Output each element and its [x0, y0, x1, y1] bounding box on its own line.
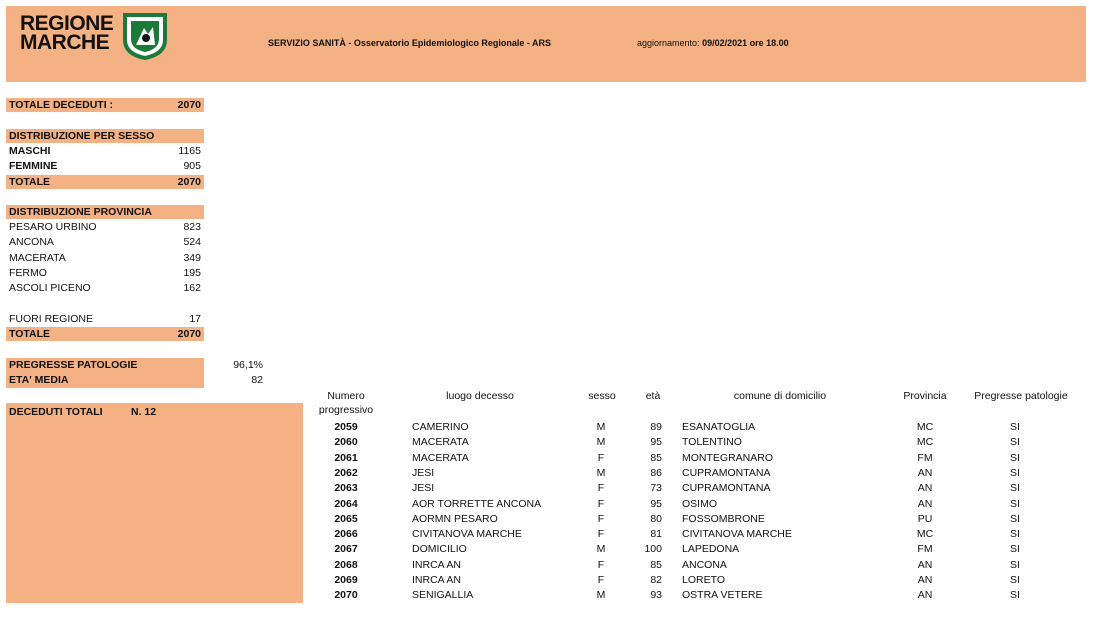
cell-eta: 85	[650, 558, 662, 571]
cell-sesso: F	[597, 482, 605, 495]
cell-comune: OSIMO	[682, 497, 718, 510]
cell-num: 2060	[334, 436, 358, 449]
total-deaths-row	[6, 98, 204, 112]
cell-luogo: INRCA AN	[412, 558, 462, 571]
cell-eta: 89	[650, 421, 662, 433]
logo-text-line1: REGIONE	[20, 12, 114, 35]
cell-prov: FM	[917, 451, 933, 464]
cell-sesso: F	[597, 451, 605, 464]
pathologies-age-box	[6, 358, 204, 388]
cell-num: 2070	[334, 589, 358, 602]
cell-patol: SI	[1010, 436, 1020, 449]
service-title: SERVIZIO SANITÀ - Osservatorio Epidemiologico Regionale - ARS	[268, 38, 552, 48]
cell-eta: 80	[650, 512, 662, 525]
cell-num: 2067	[334, 543, 358, 556]
province-row: FERMO 195	[9, 267, 201, 279]
cell-eta: 73	[650, 482, 662, 495]
cell-eta: 100	[644, 543, 662, 556]
cell-eta: 95	[650, 497, 662, 510]
cell-prov: AN	[917, 497, 933, 510]
province-row: PESARO URBINO 823	[9, 221, 201, 233]
cell-patol: SI	[1010, 512, 1020, 525]
cell-patol: SI	[1010, 421, 1020, 433]
cell-patol: SI	[1010, 466, 1020, 479]
cell-comune: LORETO	[682, 574, 725, 586]
cell-comune: MONTEGRANARO	[682, 451, 774, 464]
cell-sesso: F	[597, 528, 605, 541]
cell-patol: SI	[1010, 558, 1020, 571]
header-provincia: Provincia	[903, 390, 947, 402]
cell-luogo: DOMICILIO	[412, 543, 467, 556]
cell-patol: SI	[1010, 497, 1020, 510]
cell-num: 2063	[334, 482, 358, 495]
header-eta: età	[645, 390, 661, 402]
cell-num: 2065	[334, 512, 358, 525]
cell-eta: 85	[650, 451, 662, 464]
cell-sesso: M	[596, 436, 606, 449]
cell-luogo: MACERATA	[412, 436, 469, 449]
province-total-row: TOTALE 2070	[6, 327, 204, 341]
cell-prov: PU	[917, 512, 933, 525]
sex-male-row: MASCHI 1165	[9, 145, 201, 157]
header-patologie: Pregresse patologie	[974, 390, 1068, 402]
cell-comune: ESANATOGLIA	[682, 421, 756, 433]
header-sesso: sesso	[588, 390, 616, 402]
logo-text-line2: MARCHE	[20, 31, 110, 54]
cell-comune: LAPEDONA	[682, 543, 740, 556]
cell-luogo: JESI	[412, 482, 435, 495]
cell-luogo: CAMERINO	[412, 421, 469, 433]
sex-total-row: TOTALE 2070	[6, 175, 204, 189]
cell-luogo: JESI	[412, 466, 435, 479]
cell-prov: AN	[917, 482, 933, 495]
deaths-total-box	[6, 403, 303, 603]
update-value: 09/02/2021 ore 18.00	[702, 38, 789, 48]
update-info	[637, 38, 789, 48]
cell-eta: 81	[650, 528, 662, 541]
cell-eta: 93	[650, 589, 662, 602]
cell-luogo: MACERATA	[412, 451, 469, 464]
cell-eta: 82	[650, 574, 662, 586]
cell-patol: SI	[1010, 589, 1020, 602]
cell-patol: SI	[1010, 451, 1020, 464]
cell-prov: FM	[917, 543, 933, 556]
cell-sesso: M	[596, 421, 606, 433]
cell-prov: AN	[917, 574, 933, 586]
cell-luogo: SENIGALLIA	[412, 589, 474, 602]
sex-female-row: FEMMINE 905	[9, 160, 201, 172]
cell-comune: FOSSOMBRONE	[682, 512, 765, 525]
cell-prov: AN	[917, 466, 933, 479]
shield-icon	[122, 12, 168, 60]
cell-eta: 95	[650, 436, 662, 449]
cell-sesso: M	[596, 589, 606, 602]
cell-prov: AN	[917, 589, 933, 602]
cell-num: 2066	[334, 528, 358, 541]
pathologies-value: 96,1%	[233, 359, 263, 371]
cell-prov: MC	[916, 528, 934, 541]
deaths-total-count: N. 12	[131, 406, 157, 418]
cell-comune: TOLENTINO	[682, 436, 742, 449]
cell-patol: SI	[1010, 543, 1020, 556]
cell-sesso: F	[597, 574, 605, 586]
average-age-label: ETA' MEDIA	[9, 374, 69, 386]
cell-num: 2061	[334, 451, 358, 464]
cell-luogo: AORMN PESARO	[412, 512, 498, 525]
cell-comune: CUPRAMONTANA	[682, 466, 771, 479]
province-outside-row: FUORI REGIONE 17	[9, 313, 201, 325]
average-age-value: 82	[251, 374, 263, 386]
cell-num: 2059	[334, 421, 358, 433]
deaths-total-label: DECEDUTI TOTALI	[9, 406, 103, 418]
cell-patol: SI	[1010, 482, 1020, 495]
province-distribution-title: DISTRIBUZIONE PROVINCIA	[6, 205, 204, 219]
cell-comune: ANCONA	[682, 558, 727, 571]
cell-prov: MC	[916, 421, 934, 433]
update-label: aggiornamento:	[637, 38, 700, 48]
cell-luogo: CIVITANOVA MARCHE	[412, 528, 522, 541]
cell-eta: 86	[650, 466, 662, 479]
cell-patol: SI	[1010, 574, 1020, 586]
cell-comune: CUPRAMONTANA	[682, 482, 771, 495]
sex-distribution-title: DISTRIBUZIONE PER SESSO	[6, 129, 204, 143]
header-numero: Numero progressivo	[318, 390, 374, 416]
cell-sesso: F	[597, 512, 605, 525]
header-comune: comune di domicilio	[733, 390, 827, 402]
cell-num: 2062	[334, 466, 358, 479]
cell-patol: SI	[1010, 528, 1020, 541]
cell-luogo: AOR TORRETTE ANCONA	[412, 497, 542, 510]
province-row: ANCONA 524	[9, 236, 201, 248]
province-row: MACERATA 349	[9, 252, 201, 264]
cell-comune: OSTRA VETERE	[682, 589, 763, 602]
province-row: ASCOLI PICENO 162	[9, 282, 201, 294]
header-luogo: luogo decesso	[446, 390, 514, 402]
cell-prov: AN	[917, 558, 933, 571]
cell-num: 2064	[334, 497, 358, 510]
total-deaths-value: 2070	[177, 99, 201, 111]
pathologies-label: PREGRESSE PATOLOGIE	[9, 359, 138, 371]
cell-num: 2069	[334, 574, 358, 586]
total-deaths-label: TOTALE DECEDUTI :	[9, 99, 114, 111]
cell-comune: CIVITANOVA MARCHE	[682, 528, 792, 541]
cell-luogo: INRCA AN	[412, 574, 462, 586]
cell-sesso: M	[596, 543, 606, 556]
cell-num: 2068	[334, 558, 358, 571]
regione-marche-logo	[20, 12, 180, 64]
cell-sesso: M	[596, 466, 606, 479]
cell-sesso: F	[597, 497, 605, 510]
cell-sesso: F	[597, 558, 605, 571]
cell-prov: MC	[916, 436, 934, 449]
